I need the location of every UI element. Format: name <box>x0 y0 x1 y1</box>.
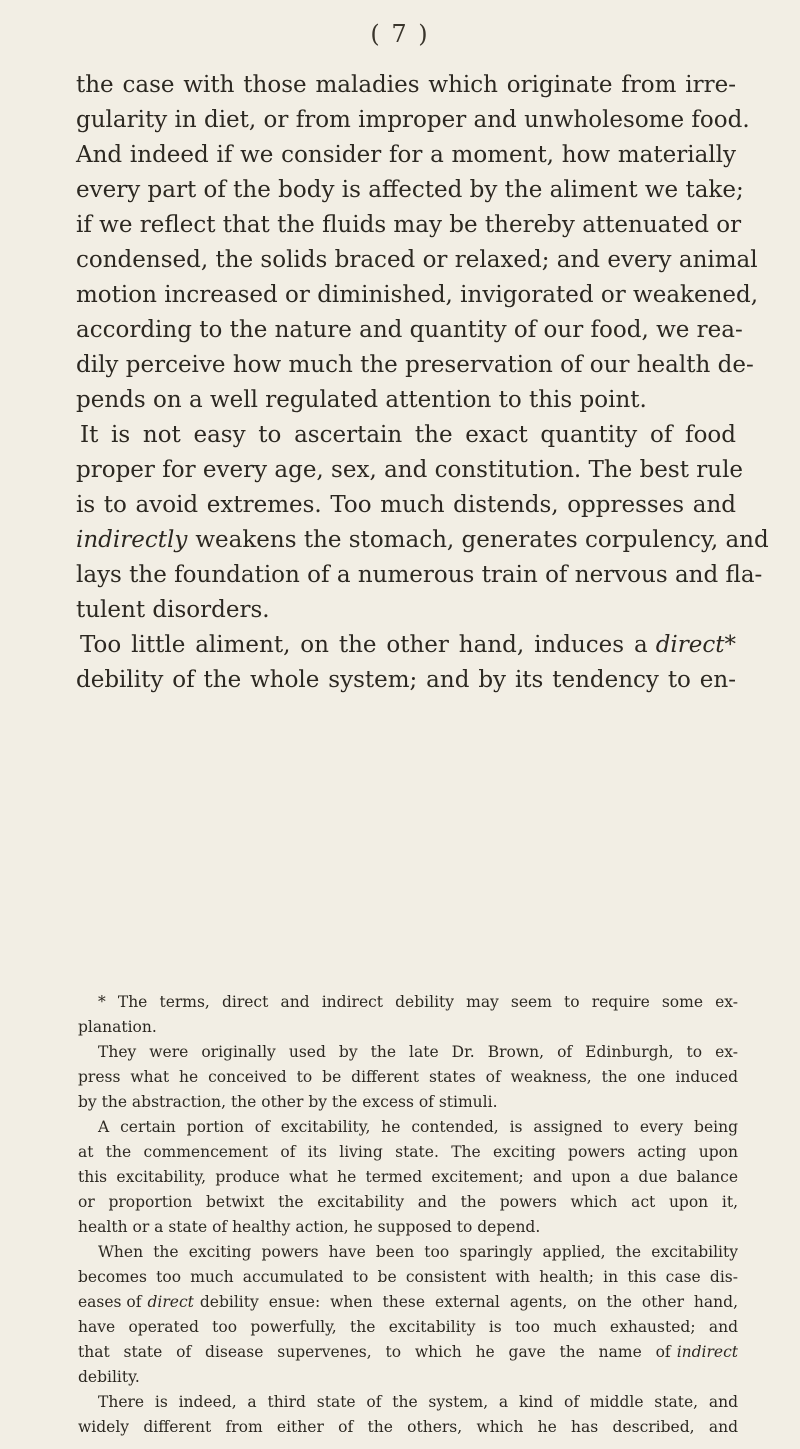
text-line: pends on a well regulated attention to this point. <box>76 387 647 413</box>
footnote-line: this excitability, produce what he termed excitement; and upon a due balance <box>78 1168 738 1186</box>
footnote-line: They were originally used by the late Dr. Brown, of Edinburgh, to ex- <box>98 1043 738 1061</box>
text-line: proper for every age, sex, and constitution. The best rule <box>76 457 744 483</box>
footnote-line <box>78 1340 738 1365</box>
footnote-line: have operated too powerfully, the excitability is too much exhausted; and <box>78 1318 738 1336</box>
italic-word: indirectly <box>76 527 188 553</box>
footnote-line: health or a state of healthy action, he supposed to depend. <box>78 1218 541 1236</box>
text-line: It is not easy to ascertain the exact quantity of food <box>80 422 736 448</box>
footnote-line: press what he conceived to be different states of weakness, the one induced <box>78 1068 738 1086</box>
text-line: tulent disorders. <box>76 597 270 623</box>
footnote-line: A certain portion of excitability, he contended, is assigned to every being <box>98 1118 738 1136</box>
text-line <box>76 628 736 663</box>
page-number: ( 7 ) <box>370 20 430 48</box>
italic-word: direct <box>147 1293 194 1311</box>
text-line: motion increased or diminished, invigorated or weakened, <box>76 282 759 308</box>
text-line: if we reflect that the fluids may be thereby attenuated or <box>76 212 742 238</box>
footnote <box>78 990 738 1440</box>
text-fragment: debility ensue: when these external agents, on the other hand, <box>199 1293 738 1311</box>
footnote-line: becomes too much accumulated to be consistent with health; in this case dis- <box>78 1268 738 1286</box>
text-line: And indeed if we consider for a moment, how materially <box>76 142 736 168</box>
footnote-line: or proportion betwixt the excitability and the powers which act upon it, <box>78 1193 738 1211</box>
italic-word: direct* <box>655 632 736 658</box>
footnote-line <box>78 1290 738 1315</box>
text-line: lays the foundation of a numerous train of nervous and fla- <box>76 562 763 588</box>
text-fragment: weakens the stomach, generates corpulency, and <box>195 527 769 553</box>
footnote-line: * The terms, direct and indirect debility may seem to require some ex- <box>98 993 738 1011</box>
text-line: every part of the body is affected by the aliment we take; <box>76 177 744 203</box>
italic-word: indirect <box>676 1343 738 1361</box>
footnote-line: widely different from either of the others, which he has described, and <box>78 1418 738 1436</box>
text-line <box>76 523 769 558</box>
text-fragment: Too little aliment, on the other hand, induces a <box>80 632 648 658</box>
text-fragment: that state of disease supervenes, to which he gave the name of <box>78 1343 671 1361</box>
footnote-line: debility. <box>78 1368 140 1386</box>
main-text <box>76 68 769 698</box>
text-line: dily perceive how much the preservation of our health de- <box>76 352 754 378</box>
footnote-line: by the abstraction, the other by the excess of stimuli. <box>78 1093 498 1111</box>
text-line: gularity in diet, or from improper and unwholesome food. <box>76 107 750 133</box>
footnote-line: There is indeed, a third state of the system, a kind of middle state, and <box>98 1393 738 1411</box>
footnote-line: at the commencement of its living state. The exciting powers acting upon <box>78 1143 738 1161</box>
text-line: the case with those maladies which originate from irre- <box>76 72 736 98</box>
text-line: debility of the whole system; and by its tendency to en- <box>76 667 736 693</box>
text-line: according to the nature and quantity of our food, we rea- <box>76 317 743 343</box>
footnote-line: planation. <box>78 1018 157 1036</box>
footnote-line: When the exciting powers have been too sparingly applied, the excitability <box>98 1243 738 1261</box>
text-fragment: eases of <box>78 1293 142 1311</box>
text-line: condensed, the solids braced or relaxed; and every animal <box>76 247 758 273</box>
text-line: is to avoid extremes. Too much distends, oppresses and <box>76 492 736 518</box>
